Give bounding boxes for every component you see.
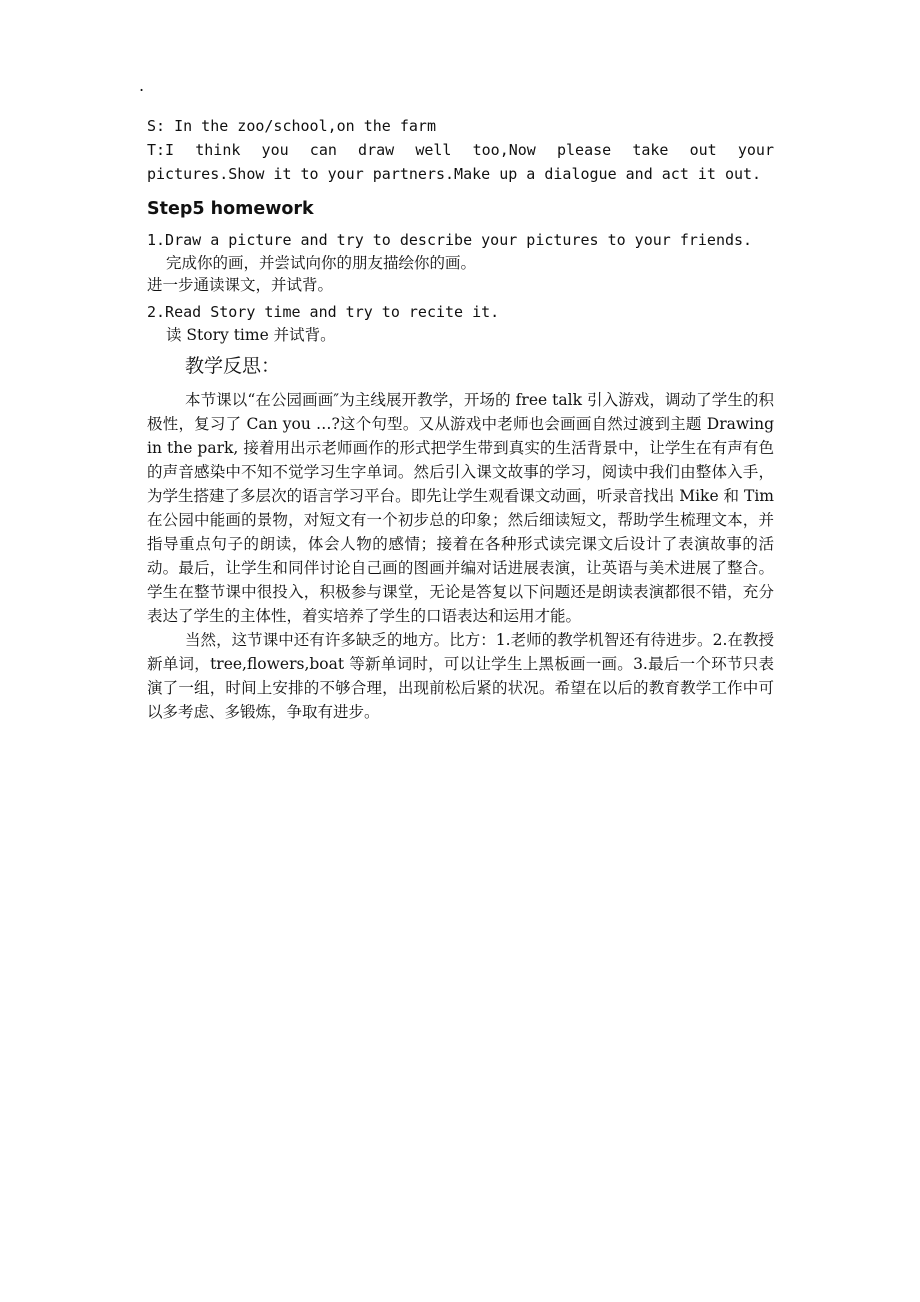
- reflection-paragraph-1: 本节课以“在公园画画″为主线展开教学，开场的 free talk 引入游戏，调动了学生的积极性，复习了 Can you …?这个句型。又从游戏中老师也会画画自然过渡到主题 Drawing in the park, 接着用出示老师画作的形式把学生带到真实的生活背景中，让学生在有声有色的声音感染中不知不觉学习生字单词。然后引入课文故事的学习，阅读中我们由整体入手，为学生搭建了多层次的语言学习平台。即先让学生观看课文动画，听录音找出 Mike 和 Tim 在公园中能画的景物，对短文有一个初步总的印象；然后细读短文，帮助学生梳理文本，并指导重点句子的朗读，体会人物的感情；接着在各种形式读完课文后设计了表演故事的活动。最后，让学生和同伴讨论自己画的图画并编对话进展表演，让英语与美术进展了整合。学生在整节课中很投入，积极参与课堂，无论是答复以下问题还是朗读表演都很不错，充分表达了学生的主体性，着实培养了学生的口语表达和运用才能。: [147, 391, 774, 625]
- page-dot: .: [139, 76, 145, 95]
- homework-item-2: 2.Read Story time and try to recite it.: [147, 303, 500, 321]
- student-line: S: In the zoo/school,on the farm: [147, 117, 436, 135]
- homework-item-2-chinese: 读 Story time 并试背。: [166, 326, 336, 344]
- reflection-paragraph-2: 当然，这节课中还有许多缺乏的地方。比方：1.老师的教学机智还有待进步。2.在教授新单词，tree,flowers,boat 等新单词时，可以让学生上黑板画一画。3.最后一个环节只表演了一组，时间上安排的不够合理，出现前松后紧的状况。希望在以后的教育教学工作中可以多考虑、多锻炼，争取有进步。: [147, 631, 774, 721]
- teacher-line-1: T:I think you can draw well too,Now please take out your: [147, 141, 774, 159]
- step5-heading: Step5 homework: [147, 199, 314, 219]
- homework-item-1: 1.Draw a picture and try to describe your pictures to your friends.: [147, 231, 753, 249]
- reflection-title: 教学反思：: [185, 355, 281, 377]
- teacher-line-2: pictures.Show it to your partners.Make up a dialogue and act it out.: [147, 165, 762, 183]
- homework-item-1-chinese: 完成你的画，并尝试向你的朋友描绘你的画。: [166, 254, 477, 272]
- document-content: [147, 114, 774, 724]
- homework-item-1b-chinese: 进一步通读课文，并试背。: [147, 276, 334, 294]
